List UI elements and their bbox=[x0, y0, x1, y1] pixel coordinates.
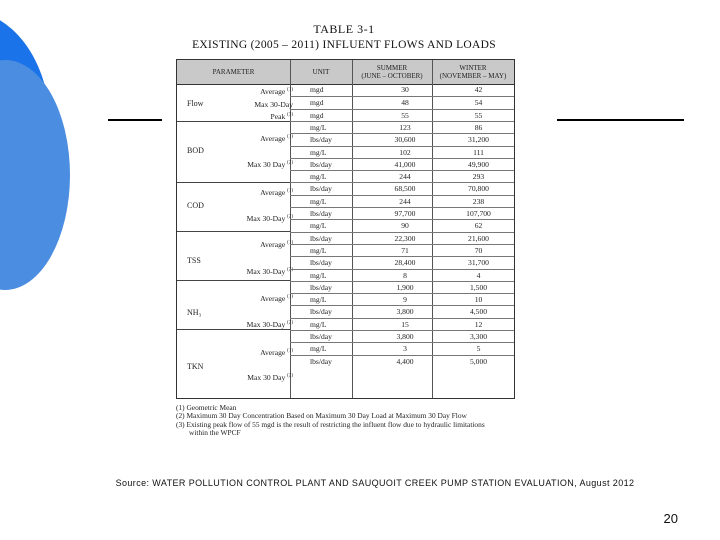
stat-text: Peak bbox=[270, 112, 286, 121]
unit-cell: lbs/day bbox=[310, 135, 332, 145]
summer-cell: 3,800 bbox=[396, 307, 414, 317]
stat-text: Max 30-Day bbox=[246, 320, 286, 329]
winter-cell: 4 bbox=[476, 270, 481, 280]
stat-label bbox=[213, 240, 293, 249]
summer-cell: 41,000 bbox=[394, 159, 416, 169]
stat-text: Average bbox=[260, 87, 286, 96]
header-winter bbox=[432, 60, 514, 84]
unit-cell: mg/L bbox=[310, 147, 327, 157]
summer-cell: 90 bbox=[401, 221, 409, 231]
winter-cell: 1,500 bbox=[469, 282, 488, 292]
summer-cell: 8 bbox=[403, 270, 407, 280]
unit-cell: mgd bbox=[310, 98, 324, 108]
unit-cell: lbs/day bbox=[310, 307, 332, 317]
stat-label bbox=[213, 112, 293, 121]
summer-cell: 123 bbox=[399, 122, 411, 132]
param-bod: BOD bbox=[187, 146, 204, 155]
source-caption: Source: WATER POLLUTION CONTROL PLANT AND SAUQUOIT CREEK PUMP STATION EVALUATION, August 2012 bbox=[115, 478, 635, 488]
note-ref: (2) bbox=[287, 160, 293, 166]
note-ref: (2) bbox=[287, 320, 293, 326]
table-row bbox=[290, 269, 514, 282]
table-row bbox=[290, 330, 514, 343]
unit-cell: lbs/day bbox=[310, 209, 332, 218]
stat-text: Average bbox=[260, 348, 286, 357]
header-summer-label: SUMMER bbox=[376, 64, 408, 72]
stat-label bbox=[213, 320, 293, 329]
winter-cell: 54 bbox=[474, 98, 483, 108]
unit-cell: mgd bbox=[310, 110, 324, 120]
stat-label bbox=[213, 100, 293, 109]
unit-cell: mg/L bbox=[310, 221, 327, 231]
summer-cell: 3,800 bbox=[396, 332, 414, 341]
table-subtitle: EXISTING (2005 – 2011) INFLUENT FLOWS AND LOADS bbox=[192, 39, 496, 51]
unit-cell: mg/L bbox=[310, 270, 327, 280]
table-row bbox=[290, 133, 514, 146]
winter-cell: 70,800 bbox=[468, 184, 489, 194]
group-divider bbox=[177, 280, 290, 281]
unit-cell: lbs/day bbox=[310, 184, 332, 194]
decorative-rule-left bbox=[108, 119, 162, 121]
note-line: (1) Geometric Mean bbox=[176, 403, 237, 412]
summer-cell: 48 bbox=[401, 98, 409, 108]
unit-cell: mg/L bbox=[310, 122, 327, 132]
summer-cell: 1,900 bbox=[396, 282, 414, 292]
stat-label bbox=[213, 87, 293, 96]
table-row bbox=[290, 281, 514, 294]
winter-cell: 3,300 bbox=[469, 332, 488, 341]
stat-label bbox=[213, 294, 293, 303]
note-ref: (1) bbox=[287, 188, 293, 194]
unit-cell: lbs/day bbox=[310, 233, 332, 243]
unit-cell: mg/L bbox=[310, 319, 327, 329]
winter-cell: 111 bbox=[473, 147, 484, 157]
header-unit: UNIT bbox=[312, 68, 330, 76]
summer-cell: 102 bbox=[399, 147, 411, 157]
table-row bbox=[290, 170, 514, 183]
table-row bbox=[290, 305, 514, 318]
table-row bbox=[290, 207, 514, 220]
note-ref: (3) bbox=[287, 112, 293, 118]
summer-cell: 71 bbox=[401, 245, 409, 255]
winter-cell: 42 bbox=[474, 85, 483, 94]
summer-cell: 3 bbox=[403, 344, 407, 354]
winter-cell: 31,700 bbox=[468, 258, 489, 268]
influent-table bbox=[176, 59, 515, 399]
group-divider bbox=[177, 182, 290, 183]
param-nh3: NH₃ bbox=[187, 308, 202, 317]
table-row bbox=[290, 244, 514, 257]
note-ref: (1) bbox=[287, 134, 293, 140]
table-row bbox=[290, 256, 514, 269]
unit-cell: lbs/day bbox=[310, 356, 332, 366]
unit-cell: mg/L bbox=[310, 172, 327, 182]
summer-cell: 28,400 bbox=[394, 258, 416, 268]
table-row bbox=[290, 342, 514, 355]
summer-cell: 244 bbox=[399, 196, 411, 206]
winter-cell: 238 bbox=[472, 196, 485, 206]
stat-label bbox=[213, 267, 293, 276]
summer-cell: 9 bbox=[403, 295, 407, 305]
header-parameter: PARAMETER bbox=[212, 68, 255, 76]
unit-cell: mg/L bbox=[310, 196, 327, 206]
stat-label bbox=[213, 373, 293, 382]
winter-cell: 31,200 bbox=[468, 135, 489, 145]
note-line: (3) Existing peak flow of 55 mgd is the result of restricting the influent flow due to hydraulic limitations bbox=[176, 419, 485, 429]
summer-cell: 55 bbox=[401, 110, 409, 120]
table-notes bbox=[176, 404, 485, 438]
stat-text: Average bbox=[260, 240, 286, 249]
table-row bbox=[290, 182, 514, 195]
stat-label bbox=[213, 214, 293, 223]
stat-text: Max 30 Day bbox=[247, 373, 286, 382]
winter-cell: 293 bbox=[472, 172, 485, 182]
table-row bbox=[290, 146, 514, 159]
stat-text: Average bbox=[260, 188, 286, 197]
page-number: 20 bbox=[663, 511, 678, 526]
unit-cell: lbs/day bbox=[310, 332, 332, 341]
winter-cell: 107,700 bbox=[466, 209, 491, 218]
stat-text: Max 30-Day bbox=[254, 100, 293, 109]
stat-label bbox=[213, 348, 293, 357]
table-header bbox=[177, 60, 514, 85]
group-divider bbox=[177, 329, 290, 330]
winter-cell: 55 bbox=[474, 110, 483, 120]
stat-label bbox=[213, 134, 293, 143]
stat-text: Average bbox=[260, 134, 286, 143]
table-row bbox=[290, 158, 514, 171]
group-divider bbox=[177, 121, 290, 122]
param-cod: COD bbox=[187, 201, 204, 210]
stat-text: Max 30 Day bbox=[247, 160, 286, 169]
summer-cell: 97,700 bbox=[394, 209, 416, 218]
table-row bbox=[290, 84, 514, 96]
note-line: within the WPCF bbox=[189, 428, 241, 438]
winter-cell: 10 bbox=[474, 295, 483, 305]
table-row bbox=[290, 355, 514, 368]
winter-cell: 4,500 bbox=[469, 307, 488, 317]
param-tss: TSS bbox=[187, 256, 201, 265]
summer-cell: 30 bbox=[401, 85, 409, 94]
winter-cell: 5,000 bbox=[469, 356, 488, 366]
winter-cell: 21,600 bbox=[468, 233, 489, 243]
table-row bbox=[290, 109, 514, 122]
note-ref: (2) bbox=[287, 373, 293, 379]
param-flow: Flow bbox=[187, 99, 204, 108]
header-winter-label: WINTER bbox=[459, 64, 487, 72]
winter-cell: 12 bbox=[474, 319, 483, 329]
winter-cell: 62 bbox=[474, 221, 483, 231]
winter-cell: 86 bbox=[474, 122, 483, 132]
table-row bbox=[290, 121, 514, 134]
table-row bbox=[290, 96, 514, 109]
summer-cell: 68,500 bbox=[394, 184, 416, 194]
unit-cell: mgd bbox=[310, 85, 324, 94]
unit-cell: lbs/day bbox=[310, 159, 332, 169]
note-ref: (1) bbox=[287, 240, 293, 246]
note-ref: (2) bbox=[287, 267, 293, 273]
table-row bbox=[290, 293, 514, 306]
unit-cell: mg/L bbox=[310, 344, 327, 354]
summer-cell: 15 bbox=[401, 319, 409, 329]
stat-text: Average bbox=[260, 294, 286, 303]
header-summer-sub: (JUNE – OCTOBER) bbox=[361, 72, 423, 80]
winter-cell: 5 bbox=[476, 344, 481, 354]
group-divider bbox=[177, 231, 290, 232]
stat-text: Max 30-Day bbox=[246, 214, 286, 223]
table-row bbox=[290, 219, 514, 232]
summer-cell: 244 bbox=[399, 172, 411, 182]
note-ref: (1) bbox=[287, 87, 293, 93]
note-ref: (1) bbox=[287, 294, 293, 300]
header-winter-sub: (NOVEMBER – MAY) bbox=[439, 72, 507, 80]
unit-cell: lbs/day bbox=[310, 282, 332, 292]
note-line: (2) Maximum 30 Day Concentration Based on Maximum 30 Day Load at Maximum 30 Day Flow bbox=[176, 411, 467, 421]
note-ref: (2) bbox=[287, 214, 293, 220]
table-title: TABLE 3-1 bbox=[313, 22, 375, 36]
decorative-rule-right bbox=[557, 119, 684, 121]
table-row bbox=[290, 318, 514, 331]
header-summer bbox=[352, 60, 432, 84]
table-row bbox=[290, 195, 514, 208]
stat-text: Max 30-Day bbox=[246, 267, 286, 276]
summer-cell: 30,600 bbox=[394, 135, 416, 145]
summer-cell: 4,400 bbox=[396, 356, 414, 366]
stat-label bbox=[213, 188, 293, 197]
summer-cell: 22,300 bbox=[394, 233, 416, 243]
stat-label bbox=[213, 160, 293, 169]
winter-cell: 49,900 bbox=[468, 159, 489, 169]
unit-cell: mg/L bbox=[310, 245, 327, 255]
decorative-circle-light bbox=[0, 60, 70, 290]
table-row bbox=[290, 232, 514, 245]
winter-cell: 70 bbox=[474, 245, 483, 255]
param-tkn: TKN bbox=[187, 362, 204, 371]
note-ref: (1) bbox=[287, 348, 293, 354]
unit-cell: lbs/day bbox=[310, 258, 332, 268]
unit-cell: mg/L bbox=[310, 295, 327, 305]
